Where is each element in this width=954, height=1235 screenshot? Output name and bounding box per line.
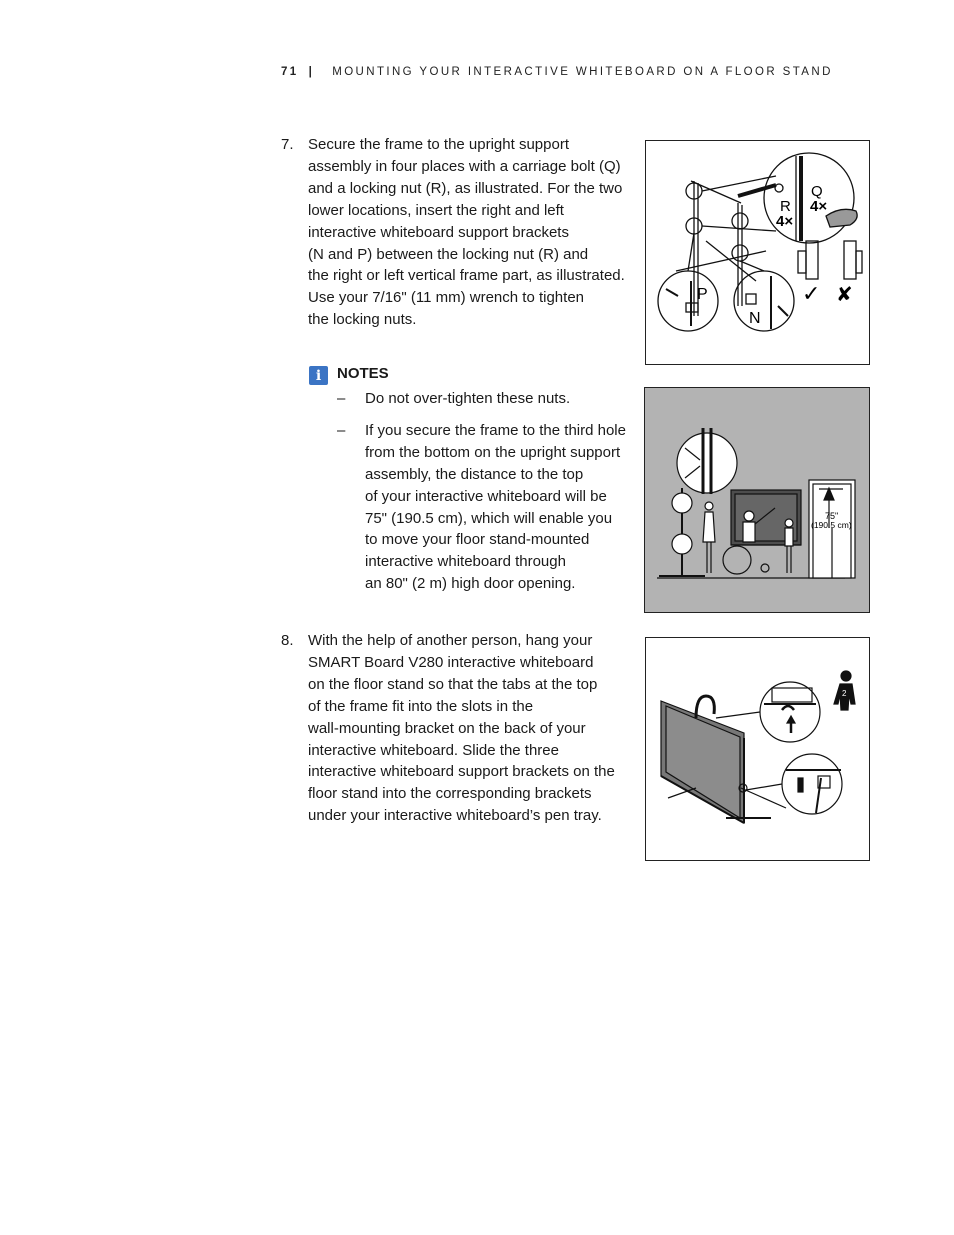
page-number: 71 [281, 66, 299, 78]
note-dash: – [337, 390, 346, 407]
step-line: lower locations, insert the right and left [308, 201, 564, 219]
step-line: the right or left vertical frame part, as illustrated. [308, 267, 625, 285]
step-text [308, 630, 641, 827]
step-number: 7. [281, 136, 294, 153]
step-line: interactive whiteboard support brackets on the [308, 763, 615, 781]
person-count-badge: 2 [842, 689, 847, 698]
label-p: P [697, 286, 708, 303]
step-line: Secure the frame to the upright support [308, 136, 569, 153]
step-line: wall-mounting bracket on the back of your [308, 719, 586, 737]
step-line: of the frame fit into the slots in the [308, 697, 534, 715]
info-icon: i [309, 366, 328, 385]
step-7 [281, 134, 641, 331]
figure-hang-whiteboard [645, 637, 870, 861]
note-line: to move your floor stand-mounted [365, 531, 590, 549]
note-dash: – [337, 421, 346, 439]
note-line: assembly, the distance to the top [365, 465, 584, 483]
step-line: Use your 7/16" (11 mm) wrench to tighten [308, 289, 584, 307]
cross-icon: ✘ [836, 282, 853, 306]
notes-title [309, 362, 639, 385]
step-line: under your interactive whiteboard’s pen tray. [308, 807, 602, 825]
note-line: an 80" (2 m) high door opening. [365, 575, 576, 593]
step-line: interactive whiteboard support brackets [308, 223, 569, 241]
step-line: interactive whiteboard. Slide the three [308, 741, 559, 759]
step-line: With the help of another person, hang your [308, 632, 593, 649]
note-line: 75" (190.5 cm), which will enable you [365, 509, 613, 527]
step-line: (N and P) between the locking nut (R) and [308, 245, 589, 263]
section-title: MOUNTING YOUR INTERACTIVE WHITEBOARD ON A FLOOR STAND [332, 66, 833, 78]
step-text [308, 134, 641, 331]
step-line: the locking nuts. [308, 311, 417, 329]
notes-title-text: NOTES [337, 365, 389, 382]
step-number: 8. [281, 632, 294, 649]
door-clearance-illustration [645, 388, 869, 612]
note-text [365, 388, 639, 410]
bolt-assembly-illustration [646, 141, 869, 364]
note-line: of your interactive whiteboard will be [365, 487, 607, 505]
page-header [281, 66, 833, 78]
note-item [337, 420, 639, 595]
note-text [365, 420, 639, 595]
label-n: N [749, 310, 761, 327]
step-line: assembly in four places with a carriage bolt (Q) [308, 157, 621, 175]
step-line: on the floor stand so that the tabs at the top [308, 675, 598, 693]
note-line: Do not over-tighten these nuts. [365, 390, 571, 407]
check-icon: ✓ [802, 282, 821, 307]
note-item [337, 388, 639, 410]
note-line: If you secure the frame to the third hole [365, 421, 626, 439]
label-q: Q [811, 183, 823, 200]
label-r-qty: 4× [776, 213, 794, 230]
height-label: 75" [825, 511, 839, 521]
label-r: R [780, 198, 791, 215]
note-line: interactive whiteboard through [365, 553, 566, 571]
step-8 [281, 630, 641, 827]
figure-bolt-assembly [645, 140, 870, 365]
hang-whiteboard-illustration [646, 638, 869, 860]
figure-door-clearance [644, 387, 870, 613]
header-separator: | [308, 66, 315, 78]
label-q-qty: 4× [810, 198, 828, 215]
notes-block [309, 362, 639, 595]
step-line: and a locking nut (R), as illustrated. For the two [308, 179, 623, 197]
note-line: from the bottom on the upright support [365, 443, 621, 461]
step-line: floor stand into the corresponding brackets [308, 785, 592, 803]
step-line: SMART Board V280 interactive whiteboard [308, 653, 594, 671]
height-metric-label: (190.5 cm) [811, 520, 852, 530]
